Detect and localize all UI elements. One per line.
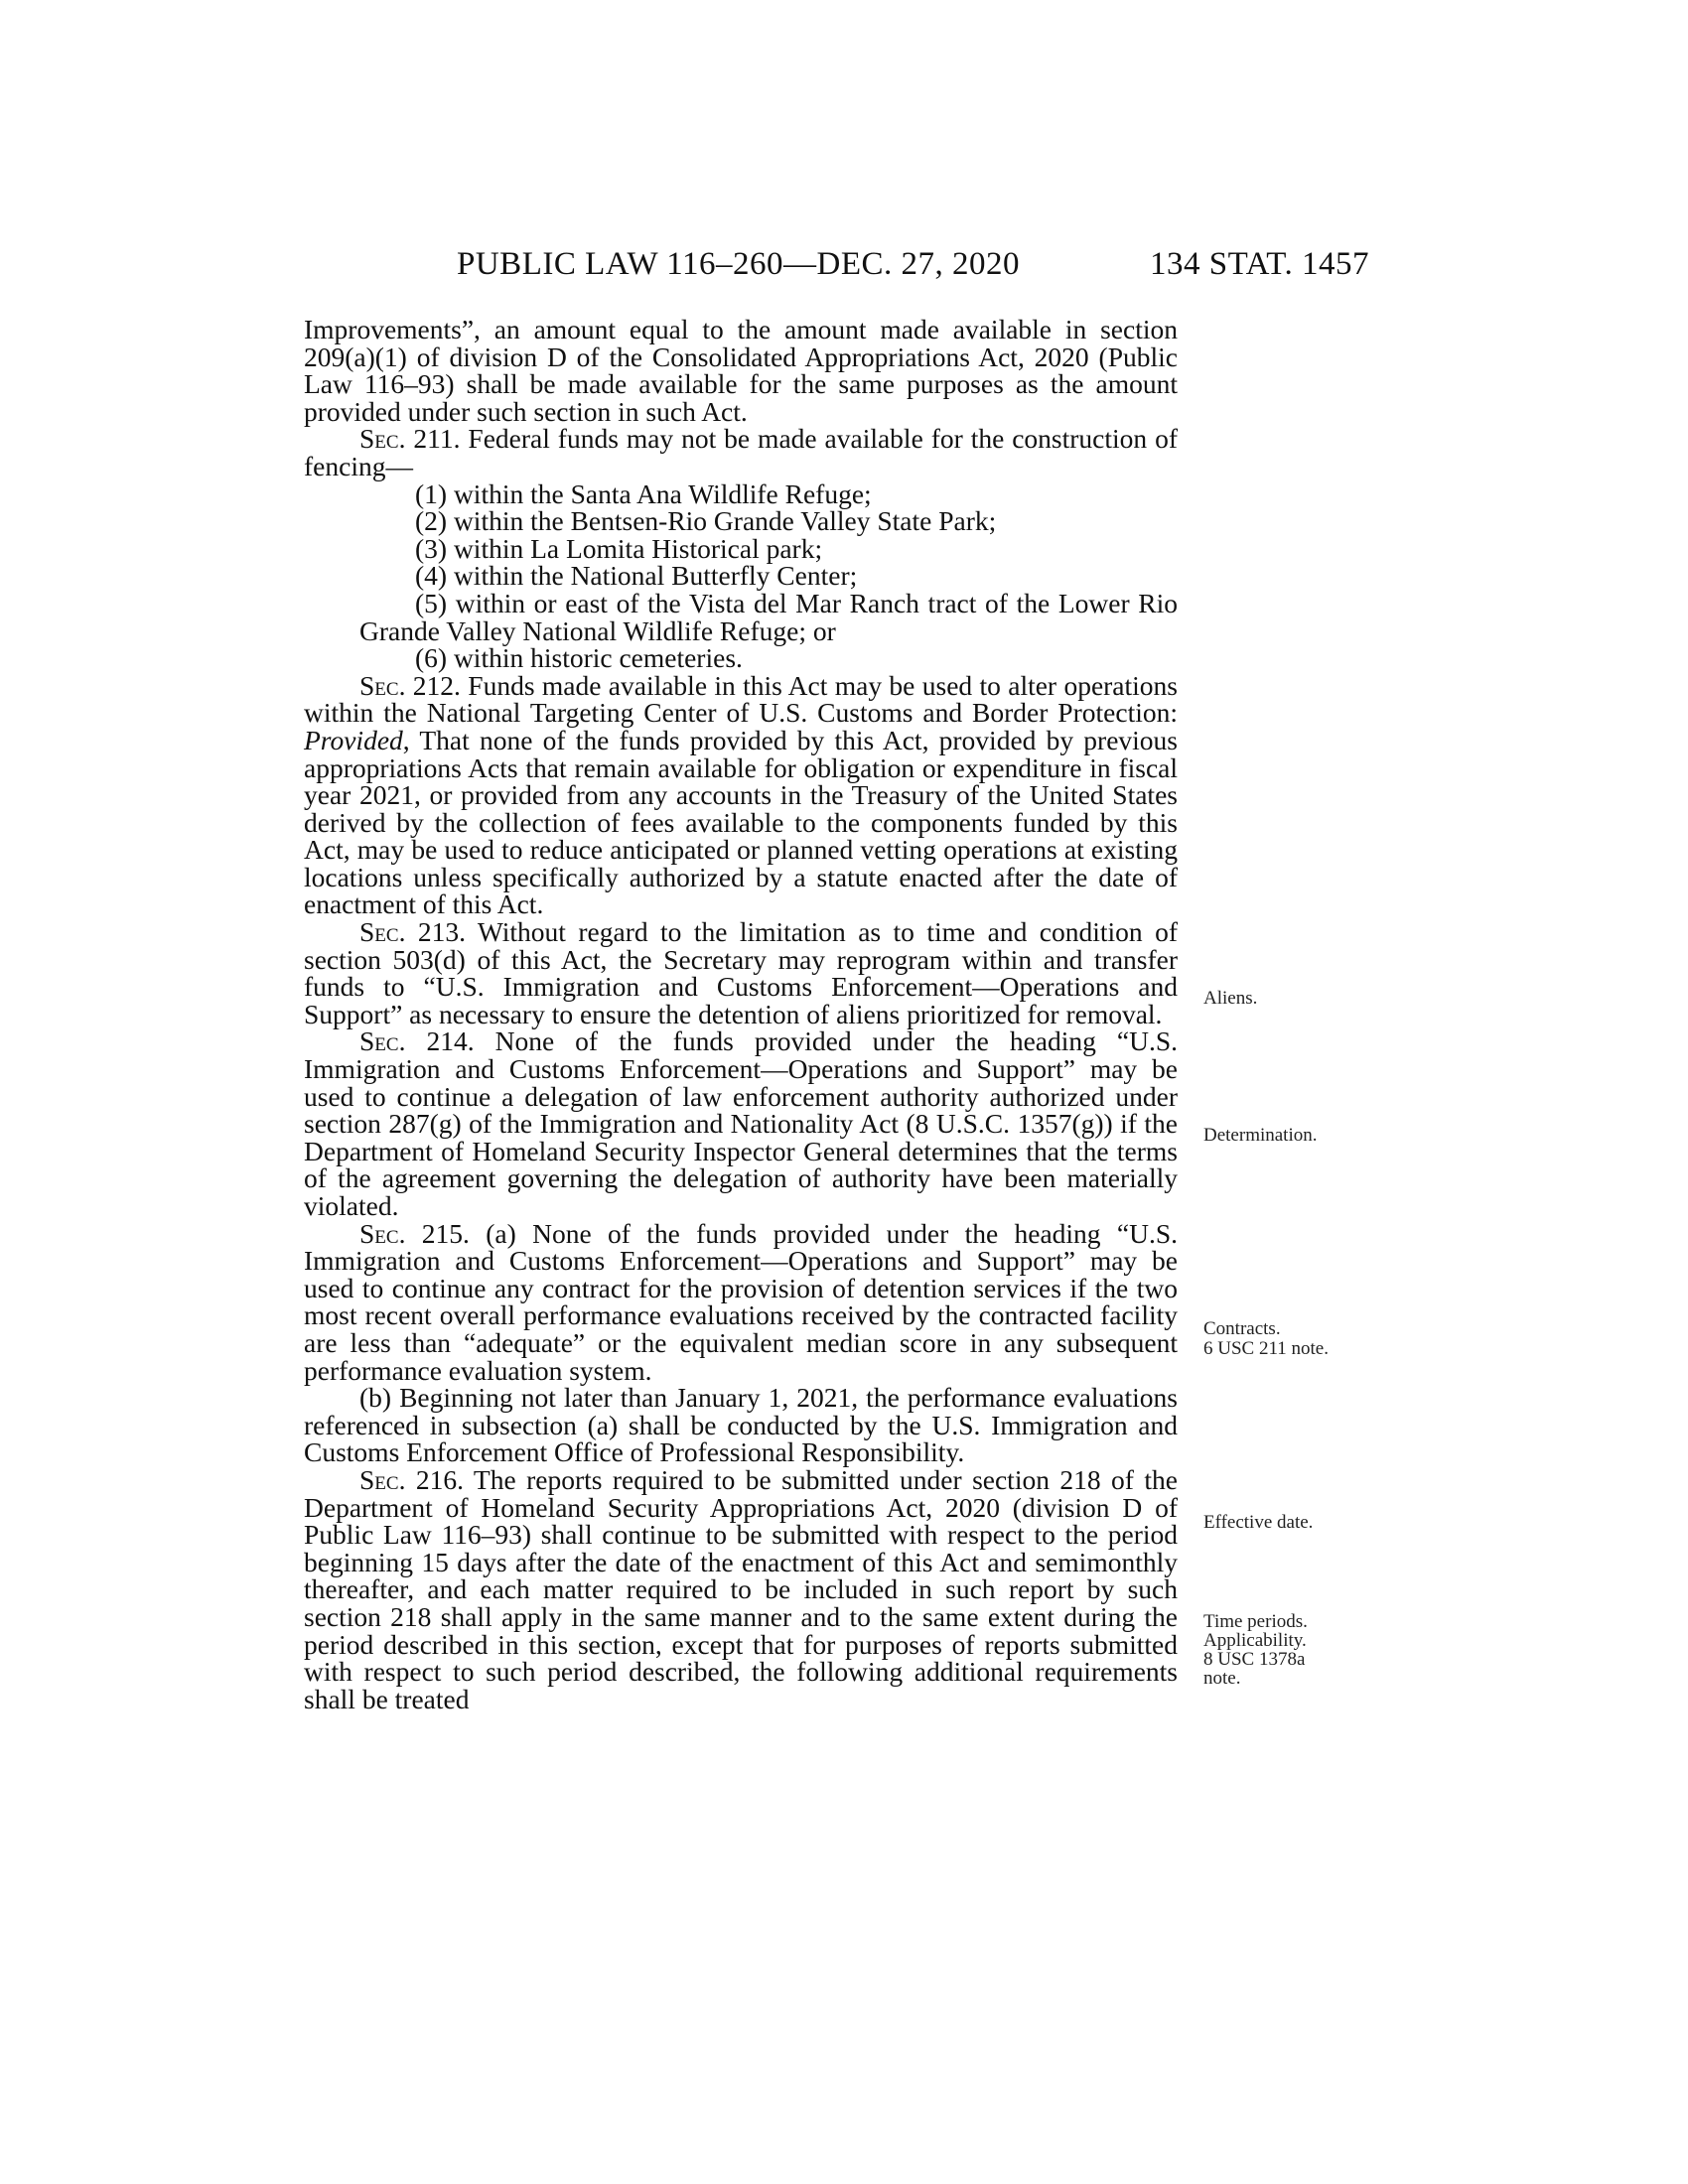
running-head-title: PUBLIC LAW 116–260—DEC. 27, 2020 [457, 246, 1021, 282]
margin-note-aliens: Aliens. [1203, 988, 1258, 1009]
section-label: Sec [359, 423, 399, 455]
section-215-text-a: . 215. (a) None of the funds provided under the heading “U.S. Immigration and Customs Enforcement—Operations and Support” may be used to continue any contract for the provision of detention services if the two most recent overall performance evaluations received by the contracted facility are less than “adequate” or the equivalent median score in any subsequent performance evaluation system. [304, 1217, 1178, 1386]
section-216-text: . 216. The reports required to be submitted under section 218 of the Department of Homeland Security Appropriations Act, 2020 (division D of Public Law 116–93) shall continue to be submitted with respect to the period beginning 15 days after the date of the enactment of this Act and semimonthly thereafter, and each matter required to be included in such report by such section 218 shall apply in the same manner and to the same extent during the period described in this section, except that for purposes of reports submitted with respect to such period described, the following additional requirements shall be treated [304, 1463, 1178, 1714]
margin-note-determination: Determination. [1203, 1125, 1318, 1146]
statute-body [304, 316, 1178, 1712]
margin-note-cite-216-note: note. [1203, 1668, 1241, 1689]
section-216 [304, 1463, 1178, 1714]
margin-note-contracts-cite: 6 USC 211 note. [1203, 1338, 1329, 1359]
section-214-text: . 214. None of the funds provided under the heading “U.S. Immigration and Customs Enforcement—Operations and Support” may be used to continue a delegation of law enforcement authority authorized under section 287(g) of the Immigration and Nationality Act (8 U.S.C. 1357(g)) if the Department of Homeland Security Inspector General determines that the terms of the agreement governing the delegation of authority have been materially violated. [304, 1025, 1178, 1221]
list-item: (6) within historic cemeteries. [415, 642, 743, 674]
margin-note-cite-216: 8 USC 1378a [1203, 1649, 1306, 1670]
section-213-text: . 213. Without regard to the limitation as to time and condition of section 503(d) of this Act, the Secretary may reprogram within and transfer funds to “U.S. Immigration and Customs Enforcement—Operations and Support” as necessary to ensure the detention of aliens prioritized for removal. [304, 916, 1178, 1029]
list-item: (4) within the National Butterfly Center; [415, 560, 858, 592]
paragraph-continuation: Improvements”, an amount equal to the amount made available in section 209(a)(1) of division D of the Consolidated Appropriations Act, 2020 (Public Law 116–93) shall be made available for the same purposes as the amount provided under such section in such Act. [304, 314, 1178, 427]
section-212 [304, 669, 1178, 920]
margin-note-effective-date: Effective date. [1203, 1512, 1314, 1533]
list-item: (2) within the Bentsen-Rio Grande Valley State Park; [415, 505, 997, 537]
section-211-text: . 211. Federal funds may not be made available for the construction of fencing— [304, 423, 1178, 481]
section-212-text-a: . 212. Funds made available in this Act may be used to alter operations within the National Targeting Center of U.S. Customs and Border Protection: [304, 669, 1178, 729]
list-item: (1) within the Santa Ana Wildlife Refuge; [415, 478, 872, 509]
margin-note-contracts: Contracts. [1203, 1318, 1281, 1339]
section-label: Sec [359, 669, 399, 701]
section-215a [304, 1217, 1178, 1386]
section-label: Sec [359, 1463, 399, 1495]
section-213 [304, 918, 1178, 1027]
section-211 [304, 425, 1178, 479]
list-item: (5) within or east of the Vista del Mar Ranch tract of the Lower Rio Grande Valley National Wildlife Refuge; or [359, 587, 1178, 646]
margin-note-time-periods: Time periods. [1203, 1611, 1308, 1632]
section-label: Sec [359, 1217, 399, 1249]
proviso-word: Provided [304, 724, 403, 755]
section-label: Sec [359, 916, 399, 948]
statute-page-number: 134 STAT. 1457 [1150, 246, 1370, 282]
section-214 [304, 1027, 1178, 1219]
section-212-text-b: , That none of the funds provided by this Act, provided by previous appropriations Acts that remain available for obligation or expenditure in fiscal year 2021, or provided from any accounts in the Treasury of the United States derived by the collection of fees available to the components funded by this Act, may be used to reduce anticipated or planned vetting operations at existing locations unless specifically authorized by a statute enacted after the date of enactment of this Act. [304, 724, 1178, 920]
section-label: Sec [359, 1025, 399, 1057]
margin-note-applicability: Applicability. [1203, 1630, 1307, 1651]
section-215b: (b) Beginning not later than January 1, 2021, the performance evaluations referenced in subsection (a) shall be conducted by the U.S. Immigration and Customs Enforcement Office of Professional Responsibility. [304, 1382, 1178, 1468]
list-item: (3) within La Lomita Historical park; [415, 532, 823, 564]
page-header [0, 246, 1688, 296]
